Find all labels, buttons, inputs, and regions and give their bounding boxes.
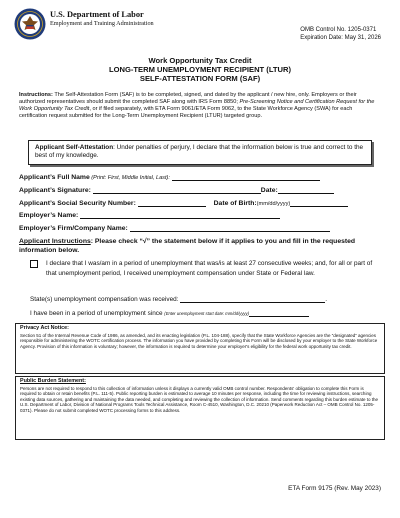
instructions-text-2: , or if filed separately, with ETA Form 9061/ETA Form 9062, to the State Workforce Agency (SWA) for each certification request submitted for the Long-Term Unemployment Recipient (LTUR) targeted group. — [19, 106, 353, 119]
self-attestation-box — [28, 140, 372, 165]
dob-field[interactable] — [290, 200, 348, 207]
dob-label: Date of Birth: — [213, 200, 257, 207]
signature-row — [19, 187, 334, 194]
state-compensation-label: State(s) unemployment compensation was received: — [30, 296, 181, 303]
attestation-label: Applicant Self-Attestation — [35, 144, 114, 151]
omb-control-number: OMB Control No. 1205-0371 — [300, 27, 377, 33]
instructions-form-title: Pre-Screening Notice and Certification Request for the Work Opportunity Tax Credit — [19, 99, 375, 112]
date-label: Date: — [260, 187, 278, 194]
signature-label: Applicant’s Signature: — [19, 187, 93, 194]
full-name-row — [19, 174, 320, 181]
title-line-3: SELF-ATTESTATION FORM (SAF) — [139, 73, 261, 83]
title-line-2: LONG-TERM UNEMPLOYMENT RECIPIENT (LTUR) — [108, 64, 292, 74]
full-name-hint: (Print: First, Middle Initial, Last): — [89, 175, 172, 181]
full-name-field[interactable] — [172, 174, 320, 181]
instructions-paragraph — [19, 92, 382, 120]
privacy-heading: Privacy Act Notice: — [20, 325, 69, 331]
burden-heading: Public Burden Statement: — [20, 378, 86, 384]
full-name-label: Applicant’s Full Name — [19, 174, 90, 181]
title-line-1: Work Opportunity Tax Credit — [148, 56, 252, 65]
employer-name-field[interactable] — [80, 212, 280, 219]
unemployment-since-row — [30, 310, 309, 317]
state-compensation-row: State(s) unemployment compensation was received: . — [30, 296, 328, 303]
form-title — [0, 57, 400, 83]
applicant-instructions — [19, 238, 385, 255]
ssn-label: Applicant’s Social Security Number: — [19, 200, 138, 207]
ssn-field[interactable] — [138, 200, 206, 207]
department-seal-logo — [14, 8, 46, 40]
public-burden-statement — [15, 376, 385, 440]
agency-name: U.S. Department of Labor — [50, 10, 144, 19]
agency-block — [50, 10, 154, 27]
unemployment-since-label: I have been in a period of unemployment since — [30, 310, 165, 317]
dob-hint: (mm/dd/yyyy) — [256, 201, 291, 207]
ssn-row — [19, 200, 348, 207]
privacy-body: Section 51 of the Internal Revenue Code of 1986, as amended, and its enacting legislation (P.L. 104-188), specify that the State Workforce Agencies are the “designated” agencies responsible for administering the WOTC certification process. The information you have provided by completing this Form will be disclosed by your employer to the State Workforce Agency. Provision of this information is voluntary; however, the information is required to determine your employer's eligibility for the federal work opportunity tax credit. — [20, 332, 378, 349]
omb-info — [300, 26, 381, 42]
unemployment-since-hint: (Enter unemployment start date: mm/dd/yyyy) — [164, 311, 250, 316]
agency-subtitle: Employment and Training Administration — [50, 20, 154, 27]
date-field[interactable] — [278, 187, 334, 194]
instructions-text-1: The Self-Attestation Form (SAF) is to be completed, signed, and dated by the applicant / new hire, only. Employers or their authorized representatives should submit the completed SAF along with IRS Form 8850; — [19, 92, 357, 105]
employer-name-label: Employer’s Name: — [19, 212, 81, 219]
applicant-instructions-text: : Please check “√” the statement below if it applies to you and fill in the requested information below. — [19, 238, 356, 254]
instructions-label: Instructions: — [19, 92, 53, 98]
signature-field[interactable] — [93, 187, 261, 194]
attestation-text: : Under penalties of perjury, I declare that the information below is true and correct to the best of my knowledge. — [35, 144, 364, 159]
privacy-act-notice — [15, 323, 385, 374]
employer-firm-row — [19, 225, 330, 232]
unemployment-since-field[interactable] — [249, 310, 309, 317]
ltur-declaration-text: I declare that I was/am in a period of unemployment that was/is at least 27 consecutive weeks; and, for all or part of that unemployment period, I received unemployment compensation under State or Federal law. — [46, 260, 373, 277]
expiration-date: Expiration Date: May 31, 2026 — [300, 35, 381, 41]
employer-firm-field[interactable] — [130, 225, 330, 232]
form-number-footer: ETA Form 9175 (Rev. May 2023) — [288, 485, 381, 492]
burden-body: Persons are not required to respond to this collection of information unless it displays a currently valid OMB control number. Respondents' obligation to complete this Form is required to obtain or retain benefits (P.L. 111-5). Public reporting burden is estimated to average 10 minutes per response, including the time for reviewing instructions, searching existing data sources, gathering and maintaining the data needed, and completing and reviewing the collection of information. Send comments regarding this burden estimate to the U.S. Department of Labor, Division of National Programs Tools Technical Assistance, Room C-4510, Washington, D.C. 20210 (Paperwork Reduction Act – OMB Control No. 1205-0371). Please do not submit completed WOTC processing forms to this address. — [20, 385, 378, 413]
employer-firm-label: Employer’s Firm/Company Name: — [19, 225, 130, 232]
state-compensation-field[interactable] — [180, 296, 325, 303]
ltur-checkbox[interactable] — [30, 260, 38, 268]
applicant-instructions-label: Applicant Instructions — [19, 238, 91, 245]
employer-name-row — [19, 212, 280, 219]
